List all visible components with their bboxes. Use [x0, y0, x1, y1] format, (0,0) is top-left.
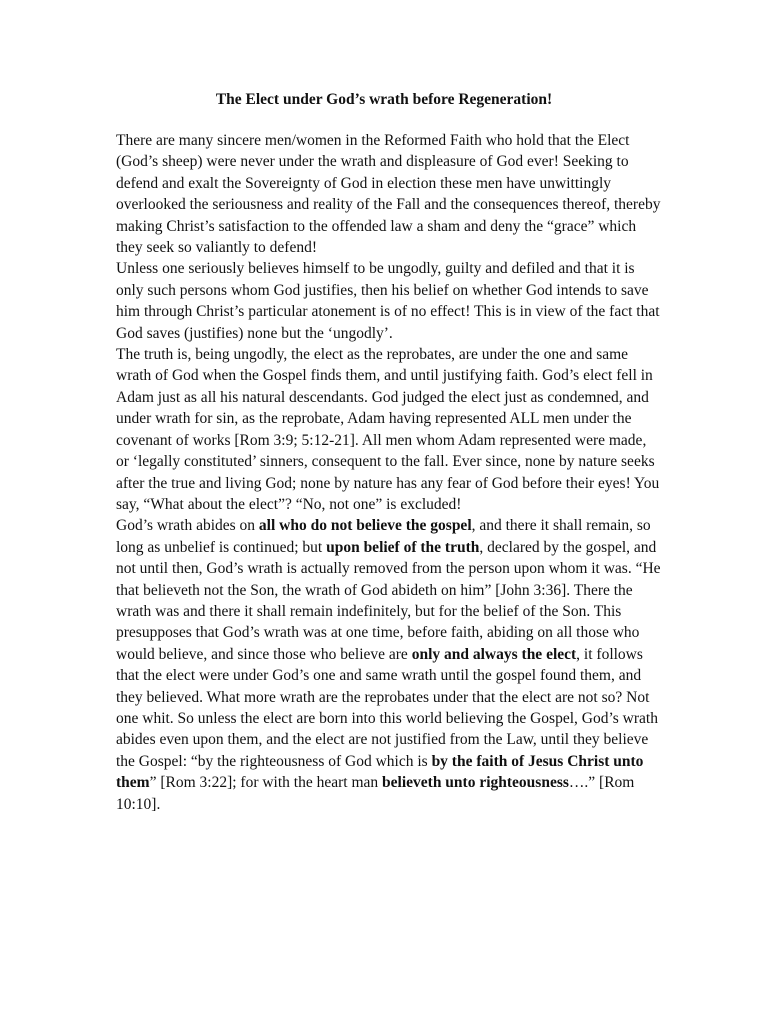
paragraph — [116, 515, 661, 815]
text-run: ” [Rom 3:22]; for with the heart man — [149, 774, 383, 792]
text-run: , declared by the gospel, and not until then, God’s wrath is actually removed from the person upon whom it was. “He that believeth not the Son, the wrath of God abideth on him” [John 3:36]. There the wrath was and there it shall remain indefinitely, but for the belief of the Son. This presupposes that God’s wrath was at one time, before faith, abiding on all those who would believe, and since those who believe are — [116, 538, 661, 663]
text-run: , it follows that the elect were under God’s one and same wrath until the gospel found them, and they believed. What more wrath are the reprobates under that the elect are not so? Not one whit. So unless the elect are born into this world believing the Gospel, God’s wrath abides even upon them, and the elect are not justified from the Law, until they believe the Gospel: “by the righteousness of God which is — [116, 645, 658, 770]
text-run: ….” [Rom 10:10]. — [116, 774, 635, 813]
paragraph — [116, 130, 661, 258]
paragraph — [116, 344, 661, 515]
paragraph — [116, 258, 661, 344]
bold-text: by the faith of Jesus Christ unto them — [116, 752, 644, 792]
text-run: God’s wrath abides on — [116, 517, 259, 535]
bold-text: believeth unto righteousness — [382, 774, 569, 792]
text-run: Unless one seriously believes himself to be ungodly, guilty and defiled and that it is only such persons whom God justifies, then his belief on whether God intends to save him through Christ’s particular atonement is of no effect! This is in view of the fact that God saves (justifies) none but the ‘ungodly’. — [116, 260, 660, 342]
document-title: The Elect under God’s wrath before Regeneration! — [215, 91, 553, 108]
text-run: , and there it shall remain, so long as unbelief is continued; but — [116, 517, 651, 556]
bold-text: only and always the elect — [411, 645, 577, 663]
text-run: The truth is, being ungodly, the elect as the reprobates, are under the one and same wrath of God when the Gospel finds them, and until justifying faith. God’s elect fell in Adam just as all his natural descendants. God judged the elect just as condemned, and under wrath for sin, as the reprobate, Adam having represented ALL men under the covenant of works [Rom 3:9; 5:12-21]. All men whom Adam represented were made, or ‘legally constituted’ sinners, consequent to the fall. Ever since, none by nature seeks after the true and living God; none by nature has any fear of God before their eyes! You say, “What about the elect”? “No, not one” is excluded! — [116, 346, 660, 513]
bold-text: upon belief of the truth — [326, 538, 480, 556]
bold-text: all who do not believe the gospel — [258, 517, 472, 535]
text-run: There are many sincere men/women in the Reformed Faith who hold that the Elect (God’s sheep) were never under the wrath and displeasure of God ever! Seeking to defend and exalt the Sovereignty of God in election these men have unwittingly overlooked the seriousness and reality of the Fall and the consequences thereof, thereby making Christ’s satisfaction to the offended law a sham and deny the “grace” which they seek so valiantly to defend! — [116, 132, 661, 257]
document-body — [116, 130, 661, 815]
